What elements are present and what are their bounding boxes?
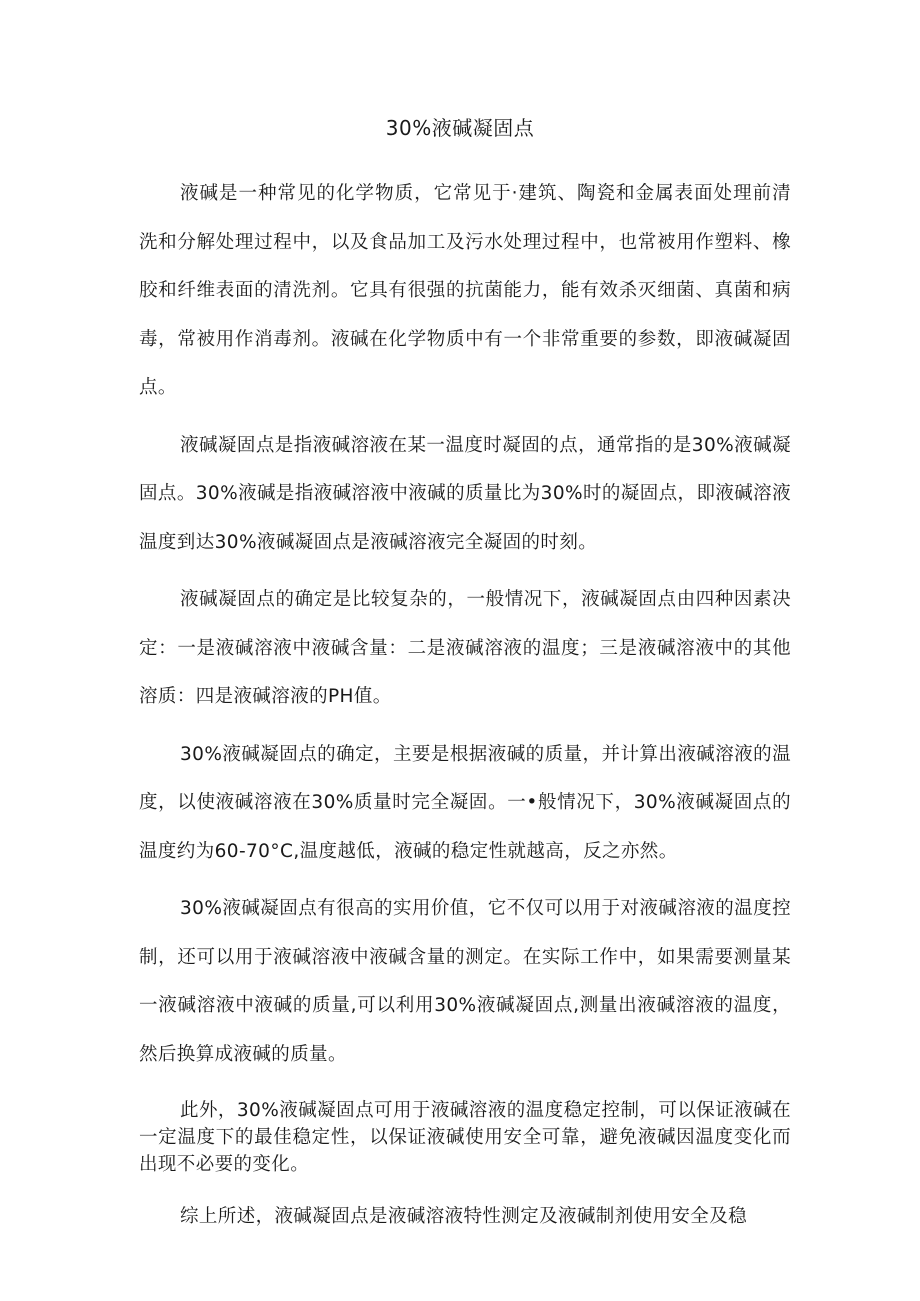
page-title: 30%液碱凝固点 — [385, 116, 535, 140]
paragraph-summary: 综上所述，液碱凝固点是液碱溶液特性测定及液碱制剂使用安全及稳 — [180, 1206, 748, 1227]
paragraph-intro: 液碱是一种常见的化学物质，它常见于·建筑、陶瓷和金属表面处理前清洗和分解处理过程中，以及食品加工及污水处理过程中，也常被用作塑料、橡胶和纤维表面的清洗剂。它具有很强的抗菌能力，能有效杀灭细菌、真菌和病毒，常被用作消毒剂。液碱在化学物质中有一个非常重要的参数，即液碱凝固点。 — [139, 183, 791, 398]
paragraph-definition: 液碱凝固点是指液碱溶液在某一温度时凝固的点，通常指的是30%液碱凝固点。30%液碱是指液碱溶液中液碱的质量比为30%时的凝固点，即液碱溶液温度到达30%液碱凝固点是液碱溶液完全凝固的时刻。 — [139, 434, 791, 553]
paragraph-factors: 液碱凝固点的确定是比较复杂的，一般情况下，液碱凝固点由四种因素决定：一是液碱溶液中液碱含量：二是液碱溶液的温度；三是液碱溶液中的其他溶质：四是液碱溶液的PH值。 — [139, 589, 791, 707]
paragraph-determination: 30%液碱凝固点的确定，主要是根据液碱的质量，并计算出液碱溶液的温度，以使液碱溶液在30%质量时完全凝固。一•般情况下，30%液碱凝固点的温度约为60-70°C,温度越低，液碱的稳定性就越高，反之亦然。 — [139, 743, 791, 862]
document-body — [139, 170, 791, 1255]
paragraph-stability-control: 此外，30%液碱凝固点可用于液碱溶液的温度稳定控制，可以保证液碱在一定温度下的最佳稳定性，以保证液碱使用安全可靠，避免液碱因温度变化而出现不必要的变化。 — [139, 1100, 791, 1175]
paragraph-practical-value: 30%液碱凝固点有很高的实用价值，它不仅可以用于对液碱溶液的温度控制，还可以用于液碱溶液中液碱含量的测定。在实际工作中，如果需要测量某一液碱溶液中液碱的质量,可以利用30%液碱凝固点,测量出液碱溶液的温度，然后换算成液碱的质量。 — [139, 898, 791, 1065]
